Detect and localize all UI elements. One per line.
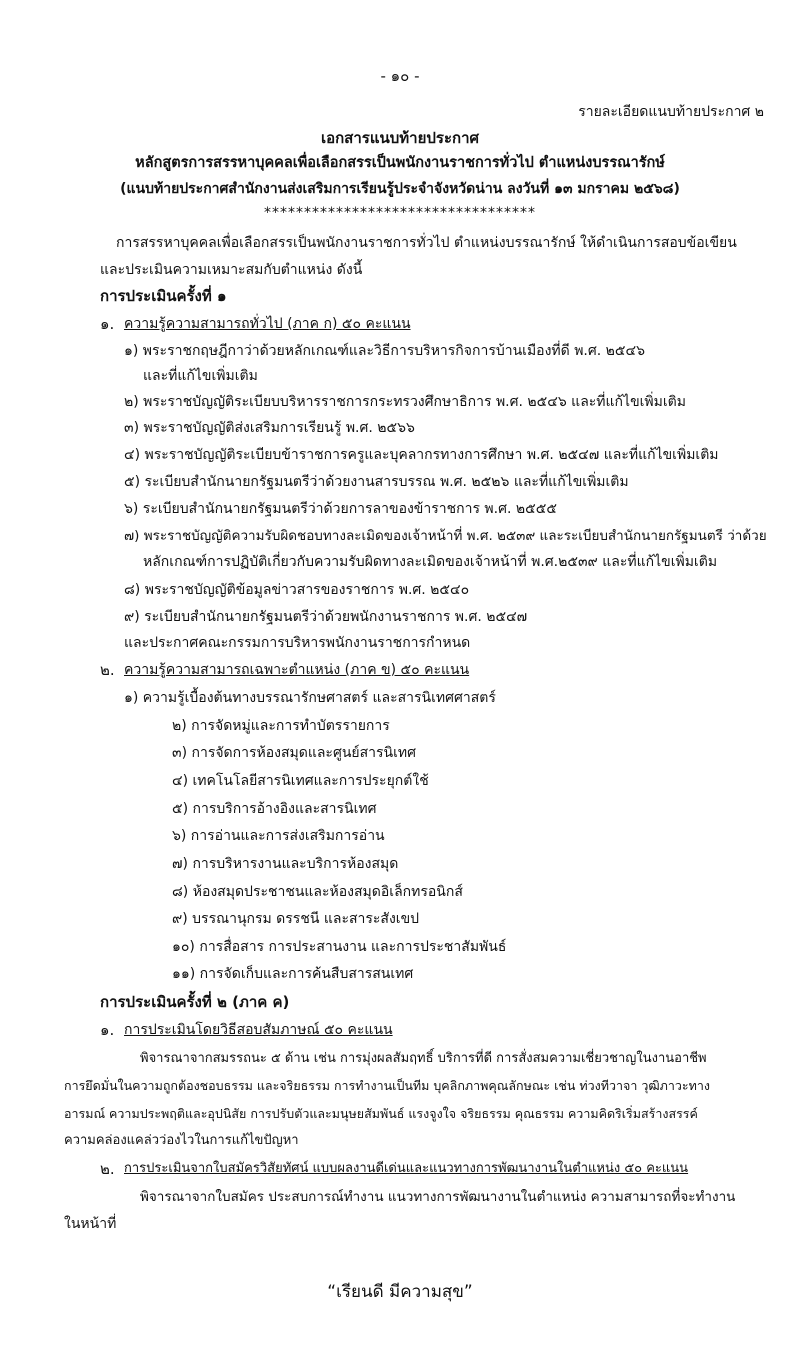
part-b-item: ๖) การอ่านและการส่งเสริมการอ่าน xyxy=(172,828,385,844)
part-a-item: ๔) พระราชบัญญัติระเบียบข้าราชการครูและบุคลากรทางการศึกษา พ.ศ. ๒๕๔๗ และที่แก้ไขเพิ่มเติม xyxy=(124,447,719,463)
application-criteria-line: พิจารณาจากใบสมัคร ประสบการณ์ทำงาน แนวทางการพัฒนางานในตำแหน่ง ความสามารถที่จะทำงาน xyxy=(140,1189,736,1205)
part-a-item: ๓) พระราชบัญญัติส่งเสริมการเรียนรู้ พ.ศ. ๒๕๖๖ xyxy=(124,420,415,436)
round2-heading: การประเมินครั้งที่ ๒ (ภาค ค) xyxy=(100,993,290,1011)
part-a-item: ๙) ระเบียบสำนักนายกรัฐมนตรีว่าด้วยพนักงานราชการ พ.ศ. ๒๕๔๗ xyxy=(124,609,528,625)
part-b-title: ความรู้ความสามารถเฉพาะตำแหน่ง (ภาค ข) ๕๐ คะแนน xyxy=(124,662,470,678)
intro-line-1: การสรรหาบุคคลเพื่อเลือกสรรเป็นพนักงานราชการทั่วไป ตำแหน่งบรรณารักษ์ ให้ดำเนินการสอบข้อเขียน xyxy=(116,235,737,251)
part-b-item: ๘) ห้องสมุดประชาชนและห้องสมุดอิเล็กทรอนิกส์ xyxy=(172,884,463,900)
application-criteria-line: ในหน้าที่ xyxy=(64,1216,117,1232)
announcement-note: (แนบท้ายประกาศสำนักงานส่งเสริมการเรียนรู้ประจำจังหวัดน่าน ลงวันที่ ๑๓ มกราคม ๒๕๖๘) xyxy=(120,181,680,197)
document-subtitle: หลักสูตรการสรรหาบุคคลเพื่อเลือกสรรเป็นพนักงานราชการทั่วไป ตำแหน่งบรรณารักษ์ xyxy=(135,155,665,171)
motto: “เรียนดี มีความสุข” xyxy=(327,1282,473,1302)
part-b-item: ๕) การบริการอ้างอิงและสารนิเทศ xyxy=(172,801,377,817)
part-a-item: ๖) ระเบียบสำนักนายกรัฐมนตรีว่าด้วยการลาของข้าราชการ พ.ศ. ๒๕๕๕ xyxy=(124,501,557,517)
part-a-item: หลักเกณฑ์การปฏิบัติเกี่ยวกับความรับผิดทางละเมิดของเจ้าหน้าที่ พ.ศ.๒๕๓๙ และที่แก้ไขเพิ่มเติม xyxy=(143,554,718,570)
part-a-item: ๗) พระราชบัญญัติความรับผิดชอบทางละเมิดของเจ้าหน้าที่ พ.ศ. ๒๕๓๙ และระเบียบสำนักนายกรัฐมนตรี ว่าด้วย xyxy=(124,528,767,544)
interview-title: การประเมินโดยวิธีสอบสัมภาษณ์ ๕๐ คะแนน xyxy=(124,1022,393,1038)
part-a-item: และประกาศคณะกรรมการบริหารพนักงานราชการกำหนด xyxy=(124,635,471,651)
interview-criteria-line: อารมณ์ ความประพฤติและอุปนิสัย การปรับตัวและมนุษยสัมพันธ์ แรงจูงใจ จริยธรรม คุณธรรม ความคิดริเริ่มสร้างสรรค์ xyxy=(64,1106,698,1121)
interview-criteria-line: พิจารณาจากสมรรถนะ ๕ ด้าน เช่น การมุ่งผลสัมฤทธิ์ บริการที่ดี การสั่งสมความเชี่ยวชาญในงานอาชีพ xyxy=(140,1051,707,1066)
part-b-item: ๑) ความรู้เบื้องต้นทางบรรณารักษศาสตร์ และสารนิเทศศาสตร์ xyxy=(124,690,496,706)
document-title: เอกสารแนบท้ายประกาศ xyxy=(320,129,480,147)
part-b-item: ๔) เทคโนโลยีสารนิเทศและการประยุกต์ใช้ xyxy=(172,773,429,789)
separator-line: ********************************** xyxy=(264,205,536,221)
part-b-number: ๒. xyxy=(100,661,115,679)
part-a-item: และที่แก้ไขเพิ่มเติม xyxy=(143,368,258,384)
part-b-item: ๒) การจัดหมู่และการทำบัตรรายการ xyxy=(172,718,390,734)
part-a-item: ๘) พระราชบัญญัติข้อมูลข่าวสารของราชการ พ.ศ. ๒๕๔๐ xyxy=(124,582,470,598)
application-title: การประเมินจากใบสมัครวิสัยทัศน์ แบบผลงานดีเด่นและแนวทางการพัฒนางานในตำแหน่ง ๕๐ คะแนน xyxy=(124,1161,689,1176)
attachment-reference: รายละเอียดแนบท้ายประกาศ ๒ xyxy=(578,104,764,120)
part-a-title: ความรู้ความสามารถทั่วไป (ภาค ก) ๕๐ คะแนน xyxy=(124,316,411,332)
part-b-item: ๑๑) การจัดเก็บและการค้นสืบสารสนเทศ xyxy=(172,966,414,982)
part-a-item: ๕) ระเบียบสำนักนายกรัฐมนตรีว่าด้วยงานสารบรรณ พ.ศ. ๒๕๒๖ และที่แก้ไขเพิ่มเติม xyxy=(124,474,629,490)
interview-number: ๑. xyxy=(100,1021,115,1039)
part-a-number: ๑. xyxy=(100,315,115,333)
application-number: ๒. xyxy=(100,1160,115,1178)
interview-criteria-line: ความคล่องแคล่วว่องไวในการแก้ไขปัญหา xyxy=(64,1133,299,1148)
interview-criteria-line: การยึดมั่นในความถูกต้องชอบธรรม และจริยธรรม การทำงานเป็นทีม บุคลิกภาพคุณลักษณะ เช่น ท่วงทีวาจา วุฒิภาวะทาง xyxy=(64,1078,711,1093)
part-b-item: ๙) บรรณานุกรม ดรรชนี และสาระสังเขป xyxy=(172,911,420,927)
part-b-item: ๓) การจัดการห้องสมุดและศูนย์สารนิเทศ xyxy=(172,745,417,761)
page-number: - ๑๐ - xyxy=(380,67,420,85)
part-b-item: ๑๐) การสื่อสาร การประสานงาน และการประชาสัมพันธ์ xyxy=(172,939,507,955)
part-a-item: ๑) พระราชกฤษฎีกาว่าด้วยหลักเกณฑ์และวิธีการบริหารกิจการบ้านเมืองที่ดี พ.ศ. ๒๕๔๖ xyxy=(124,343,645,359)
part-a-item: ๒) พระราชบัญญัติระเบียบบริหารราชการกระทรวงศึกษาธิการ พ.ศ. ๒๕๔๖ และที่แก้ไขเพิ่มเติม xyxy=(124,394,686,410)
round1-heading: การประเมินครั้งที่ ๑ xyxy=(100,287,227,305)
part-b-item: ๗) การบริหารงานและบริการห้องสมุด xyxy=(172,856,399,872)
intro-line-2: และประเมินความเหมาะสมกับตำแหน่ง ดังนี้ xyxy=(100,262,363,278)
